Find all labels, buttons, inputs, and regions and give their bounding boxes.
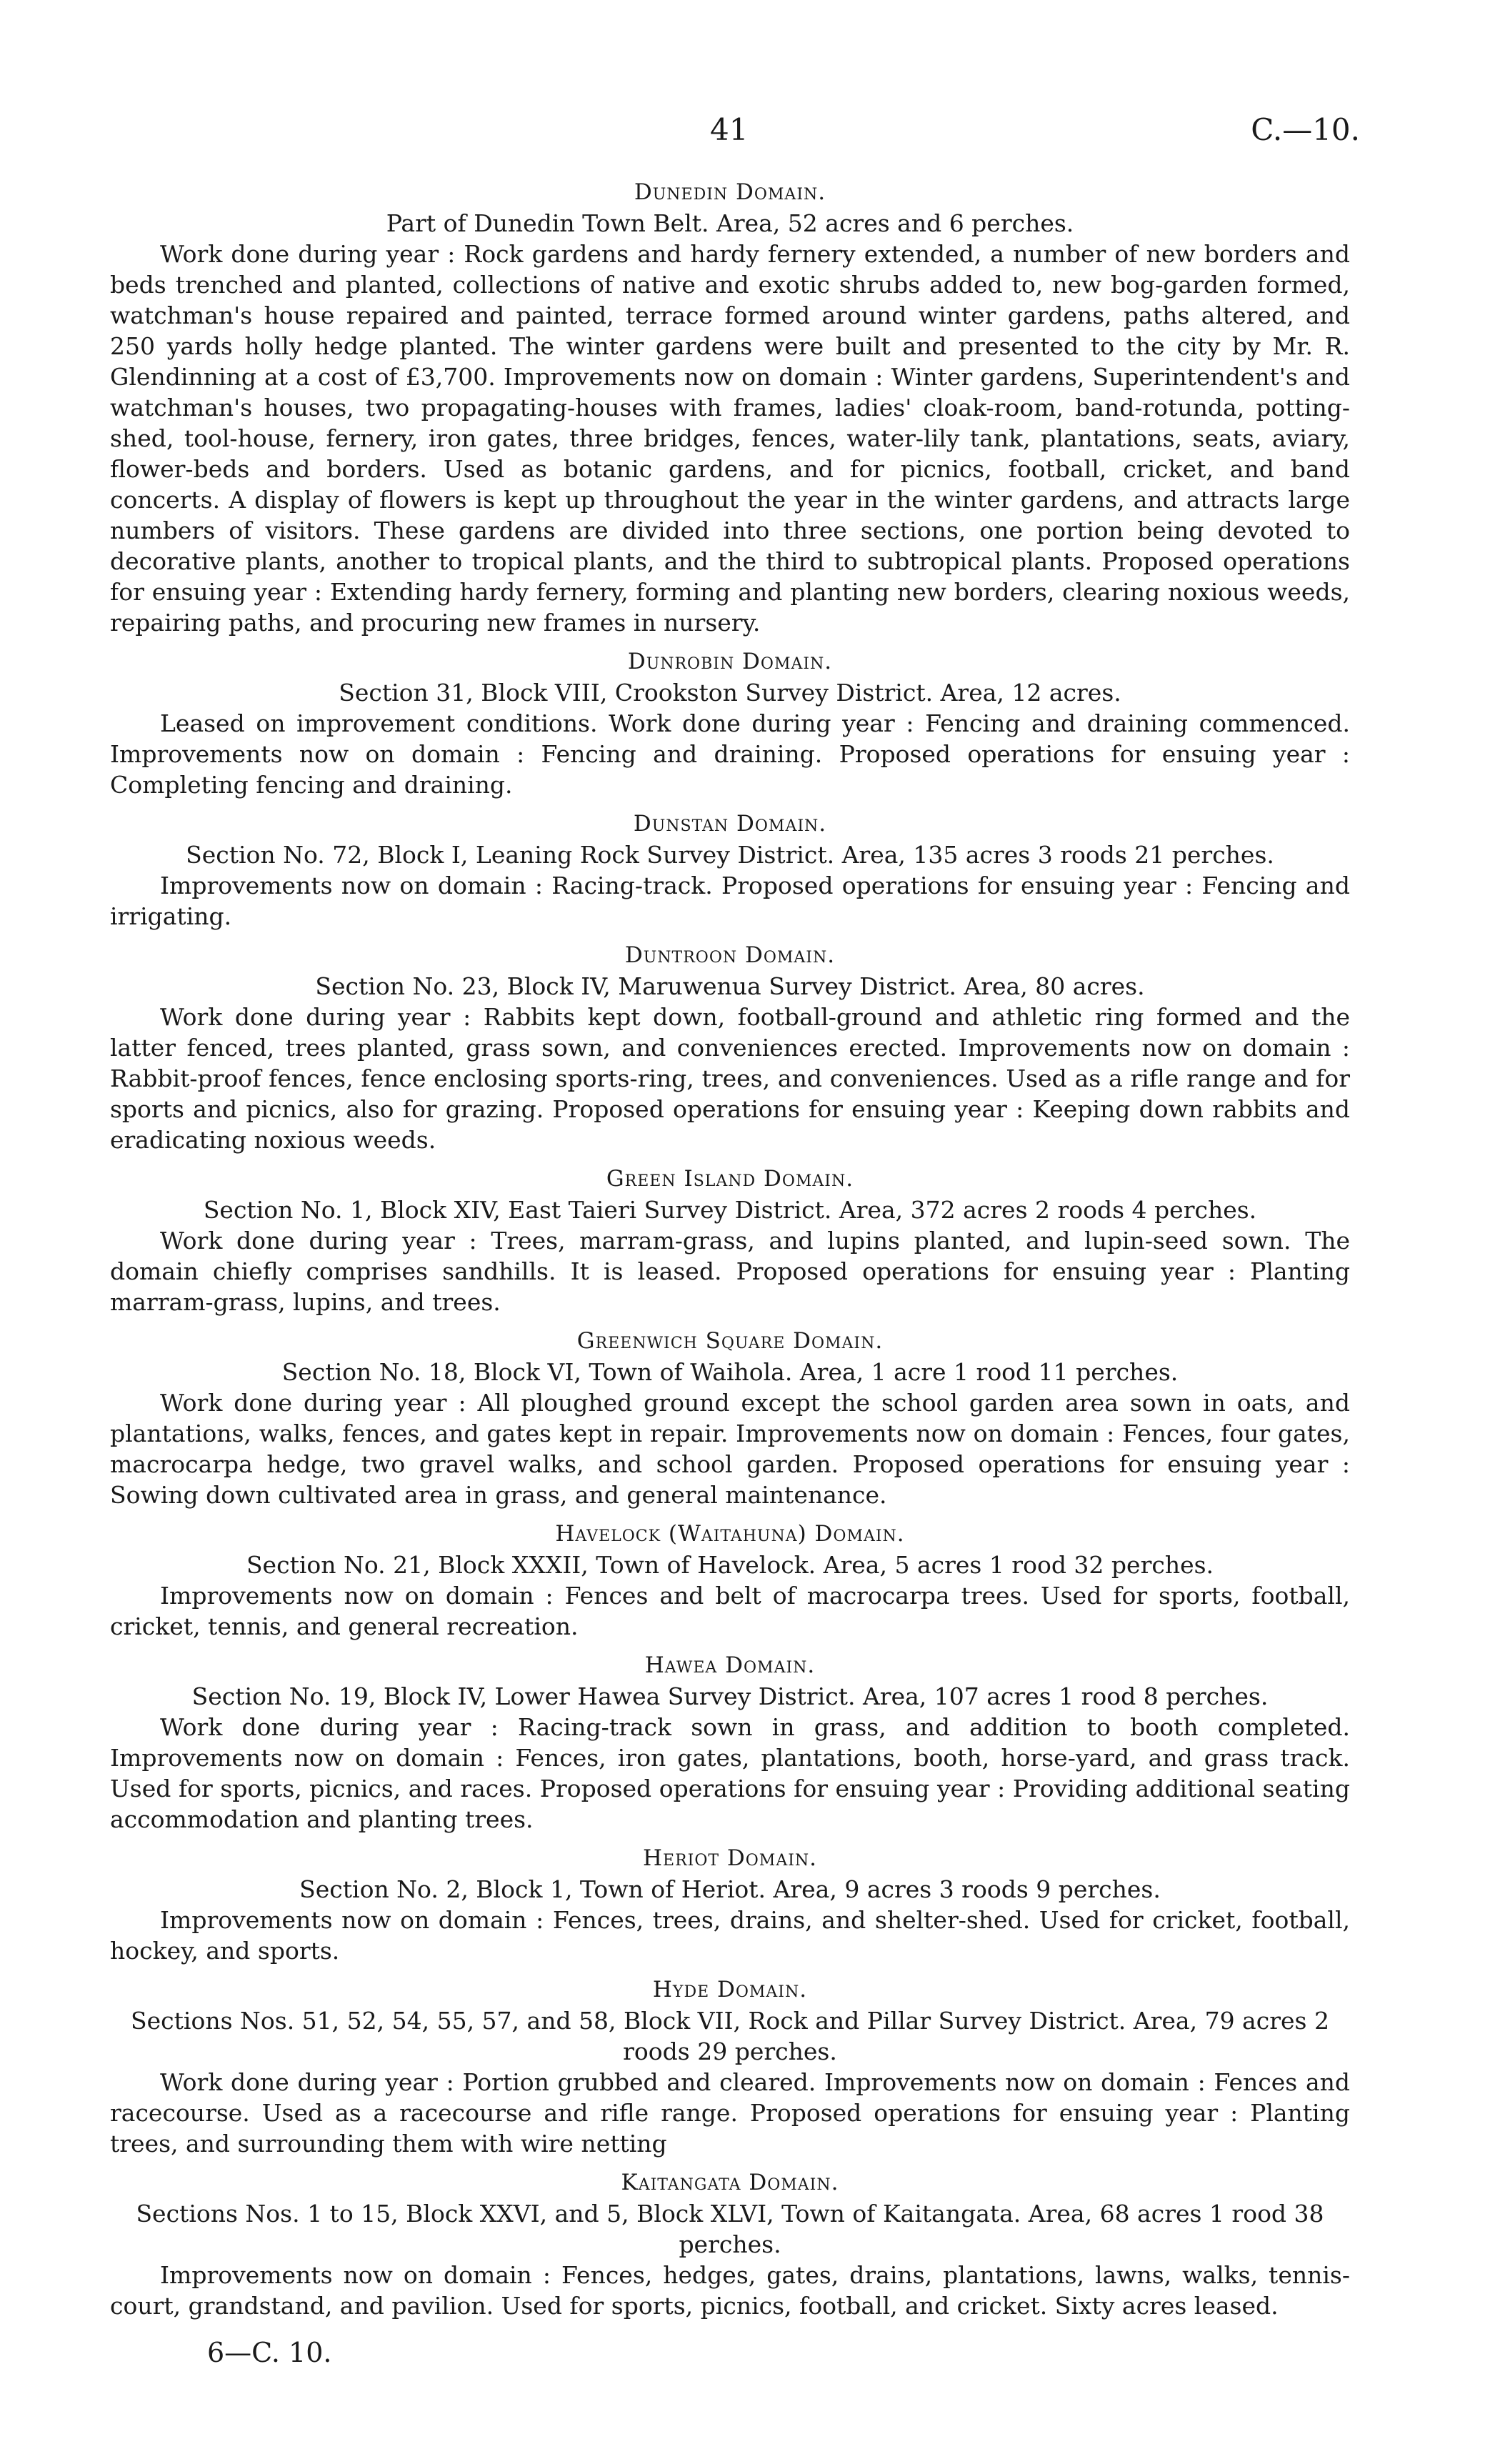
page-body [110,177,1350,2321]
section-location: Section No. 2, Block 1, Town of Heriot. Area, 9 acres 3 roods 9 perches. [299,1875,1161,1903]
page-footer-signature: 6—C. 10. [207,2337,332,2368]
section-location: Part of Dunedin Town Belt. Area, 52 acres and 6 perches. [386,209,1074,237]
domain-section-green-island [110,1164,1350,1317]
domain-section-greenwich-square [110,1326,1350,1510]
section-text: Work done during year : Portion grubbed and cleared. Improvements now on domain : Fences and racecourse. Used as a racecourse and rifle range. Proposed operations for ensuing year : Planting trees, and surrounding them with wire netting [110,2068,1350,2158]
section-text: Improvements now on domain : Fences, trees, drains, and shelter-shed. Used for cricket, football, hockey, and sports. [110,1906,1350,1965]
section-heading: Dunrobin Domain. [627,649,833,674]
section-location: Section No. 19, Block IV, Lower Hawea Survey District. Area, 107 acres 1 rood 8 perches. [191,1682,1269,1710]
section-location: Sections Nos. 51, 52, 54, 55, 57, and 58, Block VII, Rock and Pillar Survey District. Area, 79 acres 2 roods 29 perches. [131,2007,1329,2065]
section-heading: Kaitangata Domain. [621,2170,839,2195]
section-heading: Hawea Domain. [644,1652,816,1678]
section-text: Improvements now on domain : Fences and belt of macrocarpa trees. Used for sports, football, cricket, tennis, and general recreation. [110,1582,1350,1640]
section-text: Improvements now on domain : Racing-track. Proposed operations for ensuing year : Fencing and irrigating. [110,872,1350,930]
domain-section-heriot [110,1843,1350,1966]
section-text: Work done during year : Rabbits kept down, football-ground and athletic ring formed and the latter fenced, trees planted, grass sown, and conveniences erected. Improvements now on domain : Rabbit-proof fences, fence enclosing sports-ring, trees, and conveniences. Used as a rifle range and for sports and picnics, also for grazing. Proposed operations for ensuing year : Keeping down rabbits and eradicating noxious weeds. [110,1003,1350,1154]
section-heading: Dunstan Domain. [633,811,827,837]
section-heading: Green Island Domain. [606,1166,854,1192]
domain-section-hawea [110,1650,1350,1835]
section-text: Improvements now on domain : Fences, hedges, gates, drains, plantations, lawns, walks, tennis-court, grandstand, and pavilion. Used for sports, picnics, football, and cricket. Sixty acres leased. [110,2261,1350,2320]
section-text: Work done during year : All ploughed ground except the school garden area sown in oats, and plantations, walks, fences, and gates kept in repair. Improvements now on domain : Fences, four gates, macrocarpa hedge, two gravel walks, and school garden. Proposed operations for ensuing year : Sowing down cultivated area in grass, and general maintenance. [110,1389,1350,1509]
section-text: Work done during year : Racing-track sown in grass, and addition to booth completed. Improvements now on domain : Fences, iron gates, plantations, booth, horse-yard, and grass track. Used for sports, picnics, and races. Proposed operations for ensuing year : Providing additional seating accommodation and planting trees. [110,1713,1350,1833]
domain-section-dunrobin [110,647,1350,800]
section-heading: Dunedin Domain. [634,179,826,205]
section-location: Section 31, Block VIII, Crookston Survey District. Area, 12 acres. [339,679,1121,707]
section-text: Work done during year : Trees, marram-grass, and lupins planted, and lupin-seed sown. The domain chiefly comprises sandhills. It is leased. Proposed operations for ensuing year : Planting marram-grass, lupins, and trees. [110,1227,1350,1316]
section-text: Work done during year : Rock gardens and hardy fernery extended, a number of new borders and beds trenched and planted, collections of native and exotic shrubs added to, new bog-garden formed, watchman's house repaired and painted, terrace formed around winter gardens, paths altered, and 250 yards holly hedge planted. The winter gardens were built and presented to the city by Mr. R. Glendinning at a cost of £3,700. Improvements now on domain : Winter gardens, Superintendent's and watchman's houses, two propagating-houses with frames, ladies' cloak-room, band-rotunda, potting-shed, tool-house, fernery, iron gates, three bridges, fences, water-lily tank, plantations, seats, aviary, flower-beds and borders. Used as botanic gardens, and for picnics, football, cricket, and band concerts. A display of flowers is kept up throughout the year in the winter gardens, and attracts large numbers of visitors. These gardens are divided into three sections, one portion being devoted to decorative plants, another to tropical plants, and the third to subtropical plants. Proposed operations for ensuing year : Extending hardy fernery, forming and planting new borders, clearing noxious weeds, repairing paths, and procuring new frames in nursery. [110,240,1350,637]
section-heading: Havelock (Waitahuna) Domain. [555,1521,905,1547]
section-heading: Greenwich Square Domain. [576,1328,884,1354]
domain-section-havelock [110,1519,1350,1642]
section-location: Section No. 21, Block XXXII, Town of Havelock. Area, 5 acres 1 rood 32 perches. [246,1551,1214,1579]
section-location: Section No. 72, Block I, Leaning Rock Survey District. Area, 135 acres 3 roods 21 perches. [186,841,1274,869]
section-heading: Hyde Domain. [652,1977,808,2002]
domain-section-hyde [110,1975,1350,2159]
page-header [0,109,1510,151]
section-text: Leased on improvement conditions. Work done during year : Fencing and draining commenced. Improvements now on domain : Fencing and draining. Proposed operations for ensuing year : Completing fencing and draining. [110,709,1350,799]
domain-section-duntroon [110,940,1350,1155]
section-location: Sections Nos. 1 to 15, Block XXVI, and 5, Block XLVI, Town of Kaitangata. Area, 68 acres 1 rood 38 perches. [136,2200,1324,2258]
section-location: Section No. 23, Block IV, Maruwenua Survey District. Area, 80 acres. [315,972,1145,1000]
domain-section-kaitangata [110,2168,1350,2321]
section-location: Section No. 1, Block XIV, East Taieri Survey District. Area, 372 acres 2 roods 4 perches. [203,1196,1257,1224]
section-heading: Duntroon Domain. [624,942,836,968]
domain-section-dunedin [110,177,1350,638]
domain-section-dunstan [110,809,1350,932]
section-location: Section No. 18, Block VI, Town of Waihola. Area, 1 acre 1 rood 11 perches. [281,1358,1179,1386]
document-reference: C.—10. [1251,112,1360,147]
section-heading: Heriot Domain. [642,1845,817,1871]
page-number: 41 [710,112,749,147]
